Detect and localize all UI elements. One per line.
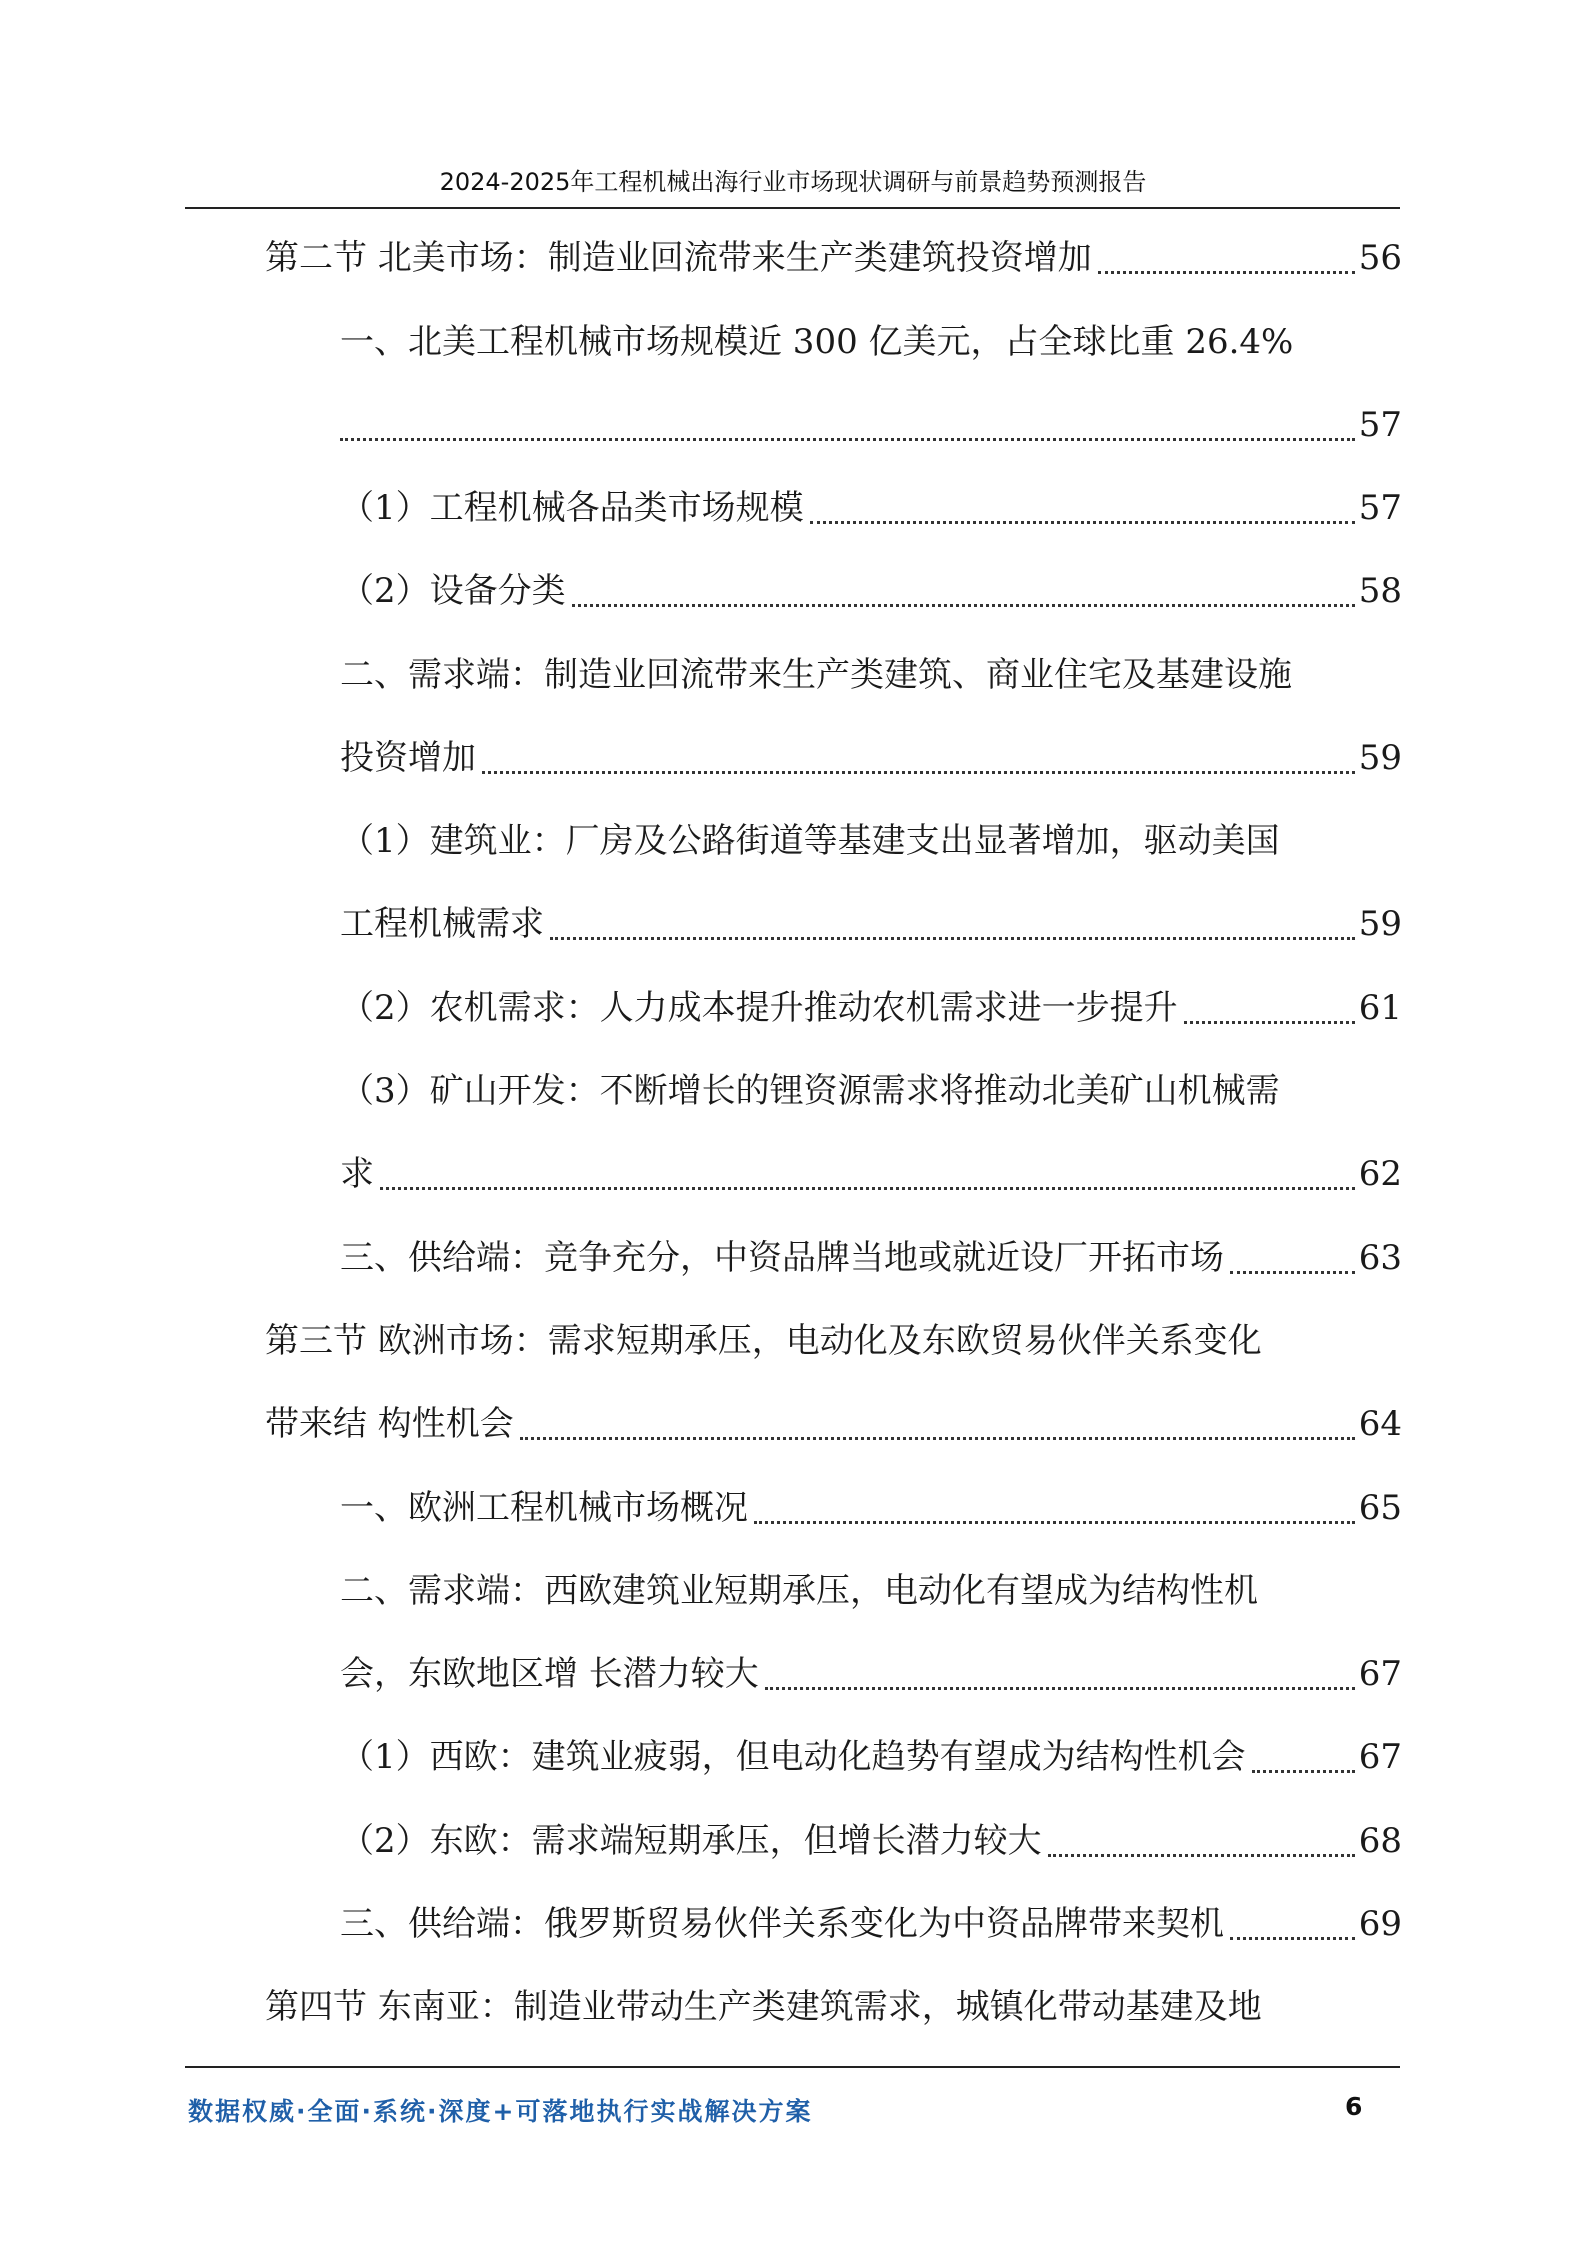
toc-entry-text: （2）设备分类 [340, 571, 566, 611]
toc-entry[interactable] [340, 1144, 1402, 1204]
toc-page-number: 68 [1358, 1821, 1402, 1861]
report-title: 2024-2025年工程机械出海行业市场现状调研与前景趋势预测报告 [439, 168, 1147, 196]
toc-page-number: 67 [1358, 1737, 1402, 1777]
toc-entry-text: （2）东欧：需求端短期承压，但增长潜力较大 [340, 1821, 1042, 1861]
toc-page-number: 56 [1358, 238, 1402, 278]
toc-entry-text: 三、供给端：俄罗斯贸易伙伴关系变化为中资品牌带来契机 [340, 1904, 1224, 1944]
toc-entry-text: 一、北美工程机械市场规模近 300 亿美元，占全球比重 26.4% [340, 322, 1294, 362]
toc-entry[interactable] [340, 728, 1402, 788]
toc-entry[interactable] [340, 1894, 1402, 1954]
toc-entry-text: 第四节 东南亚：制造业带动生产类建筑需求，城镇化带动基建及地 [265, 1987, 1262, 2027]
toc-entry[interactable] [340, 1061, 1402, 1121]
toc-entry[interactable] [340, 1811, 1402, 1871]
toc-page-number: 64 [1358, 1404, 1402, 1444]
toc-entry[interactable] [265, 1977, 1402, 2037]
toc-entry[interactable] [340, 894, 1402, 954]
leader-dots [1230, 1271, 1355, 1274]
toc-page-number: 65 [1358, 1488, 1402, 1528]
toc-entry-text: 二、需求端：西欧建筑业短期承压，电动化有望成为结构性机 [340, 1571, 1258, 1611]
toc-entry[interactable] [340, 811, 1402, 871]
leader-dots [1048, 1854, 1355, 1857]
toc-entry[interactable] [340, 1644, 1402, 1704]
leader-dots [380, 1187, 1355, 1190]
toc-entry-text: 第二节 北美市场：制造业回流带来生产类建筑投资增加 [265, 238, 1092, 278]
leader-dots [754, 1521, 1355, 1524]
toc-page-number: 67 [1358, 1654, 1402, 1694]
leader-dots [482, 771, 1355, 774]
toc-entry-text: 第三节 欧洲市场：需求短期承压，电动化及东欧贸易伙伴关系变化 [265, 1321, 1262, 1361]
leader-dots [1184, 1021, 1355, 1024]
toc-page-number: 69 [1358, 1904, 1402, 1944]
toc-entry-text: （1）建筑业：厂房及公路街道等基建支出显著增加，驱动美国 [340, 821, 1280, 861]
leader-dots [765, 1687, 1355, 1690]
toc-entry-text: 一、欧洲工程机械市场概况 [340, 1488, 748, 1528]
footer-slogan: 数据权威·全面·系统·深度+可落地执行实战解决方案 [188, 2097, 813, 2126]
toc-page-number: 59 [1358, 738, 1402, 778]
toc-page-number: 57 [1358, 488, 1402, 528]
toc-entry[interactable] [340, 478, 1402, 538]
toc-entry-text: （3）矿山开发：不断增长的锂资源需求将推动北美矿山机械需 [340, 1071, 1280, 1111]
toc-entry-text: （1）工程机械各品类市场规模 [340, 488, 804, 528]
toc-entry-text: 二、需求端：制造业回流带来生产类建筑、商业住宅及基建设施 [340, 655, 1292, 695]
toc-entry[interactable] [265, 1394, 1402, 1454]
toc-entry-text: 会，东欧地区增 长潜力较大 [340, 1654, 759, 1694]
leader-dots [810, 521, 1355, 524]
toc-page-number: 59 [1358, 904, 1402, 944]
toc-entry[interactable] [340, 1727, 1402, 1787]
toc-entry[interactable] [265, 228, 1402, 288]
footer-divider [185, 2066, 1400, 2068]
leader-dots [340, 438, 1355, 441]
toc-entry-text: 三、供给端：竞争充分，中资品牌当地或就近设厂开拓市场 [340, 1238, 1224, 1278]
toc-entry-text: 工程机械需求 [340, 904, 544, 944]
toc-entry-text: （2）农机需求：人力成本提升推动农机需求进一步提升 [340, 988, 1178, 1028]
leader-dots [550, 937, 1355, 940]
leader-dots [1252, 1770, 1355, 1773]
toc-entry[interactable] [340, 1478, 1402, 1538]
leader-dots [572, 604, 1355, 607]
toc-entry[interactable] [340, 645, 1402, 705]
toc-entry-text: 投资增加 [340, 738, 476, 778]
toc-entry[interactable] [340, 312, 1402, 372]
toc-entry[interactable] [340, 978, 1402, 1038]
page-number: 6 [1345, 2092, 1363, 2121]
header-divider [185, 207, 1400, 209]
toc-entry[interactable] [340, 395, 1402, 455]
toc-entry[interactable] [340, 561, 1402, 621]
toc-entry[interactable] [265, 1311, 1402, 1371]
toc-entry[interactable] [340, 1561, 1402, 1621]
toc-entry-text: （1）西欧：建筑业疲弱，但电动化趋势有望成为结构性机会 [340, 1737, 1246, 1777]
toc-page-number: 62 [1358, 1154, 1402, 1194]
toc-page-number: 61 [1358, 988, 1402, 1028]
leader-dots [520, 1437, 1355, 1440]
leader-dots [1098, 271, 1355, 274]
toc-page-number: 57 [1358, 405, 1402, 445]
toc-page-number: 63 [1358, 1238, 1402, 1278]
toc-entry[interactable] [340, 1228, 1402, 1288]
toc-entry-text: 求 [340, 1154, 374, 1194]
toc-entry-text: 带来结 构性机会 [265, 1404, 514, 1444]
leader-dots [1230, 1937, 1355, 1940]
toc-page-number: 58 [1358, 571, 1402, 611]
